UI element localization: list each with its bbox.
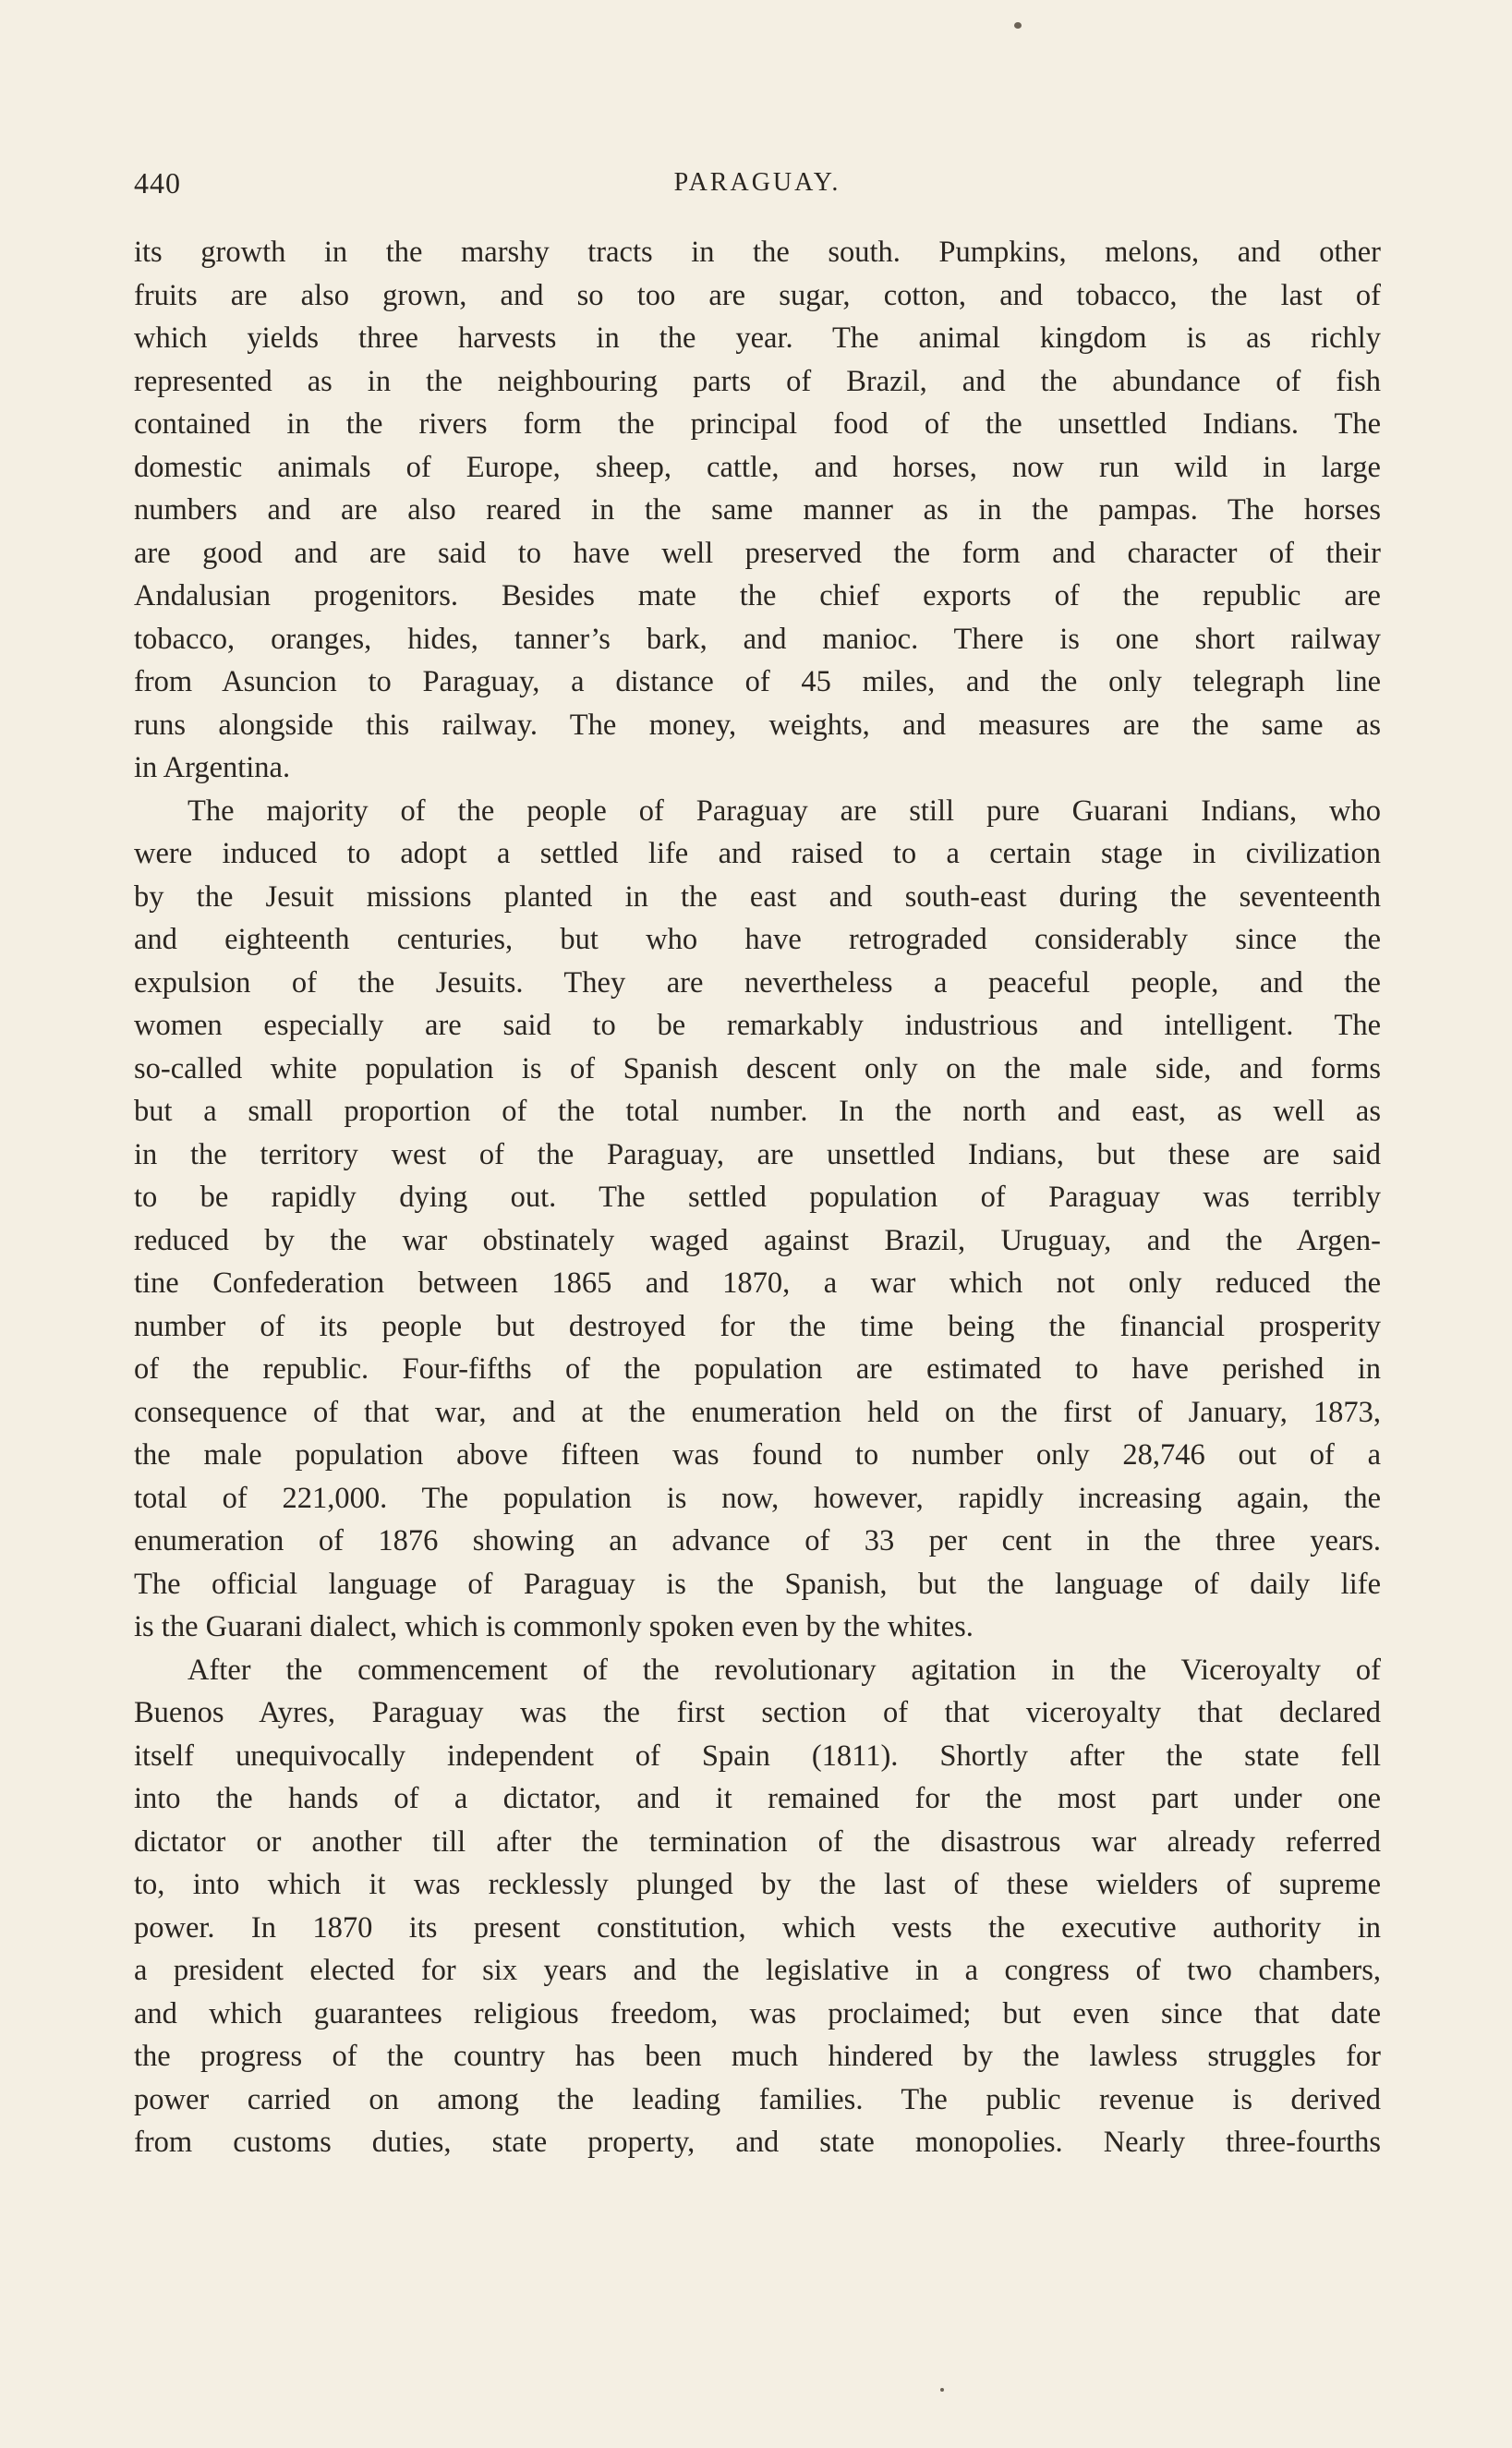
text-line: women especially are said to be remarkably industrious and intelligent. The [134,1009,1381,1042]
text-line: into the hands of a dictator, and it remained for the most part under one [134,1782,1381,1815]
text-line: The majority of the people of Paraguay are still pure Guarani Indians, who [187,794,1381,828]
text-line: are good and are said to have well preserved the form and character of their [134,536,1381,570]
text-line: power carried on among the leading families. The public revenue is derived [134,2082,1381,2116]
text-line: represented as in the neighbouring parts of Brazil, and the abundance of fish [134,364,1381,398]
text-line: fruits are also grown, and so too are sugar, cotton, and tobacco, the last of [134,278,1381,312]
text-line: Buenos Ayres, Paraguay was the first section of that viceroyalty that declared [134,1696,1381,1729]
text-line: total of 221,000. The population is now, however, rapidly increasing again, the [134,1481,1381,1515]
text-line: a president elected for six years and the legislative in a congress of two chambers, [134,1954,1381,1987]
text-line: from customs duties, state property, and state monopolies. Nearly three-fourths [134,2126,1381,2159]
paragraph [134,231,1381,790]
print-speck [1014,22,1022,29]
text-line: expulsion of the Jesuits. They are nevertheless a peaceful people, and the [134,965,1381,1000]
text-line: enumeration of 1876 showing an advance of 33 per cent in the three years. [134,1524,1381,1557]
text-line: which yields three harvests in the year. The animal kingdom is as richly [134,321,1381,355]
text-line: and which guarantees religious freedom, was proclaimed; but even since that date [134,1996,1381,2030]
text-line: from Asuncion to Paraguay, a distance of 45 miles, and the only telegraph line [134,665,1381,698]
text-line: tine Confederation between 1865 and 1870, a war which not only reduced the [134,1266,1381,1300]
paragraph [134,1649,1381,2164]
text-line: tobacco, oranges, hides, tanner’s bark, and manioc. There is one short railway [134,622,1381,656]
text-line: is the Guarani dialect, which is commonly spoken even by the whites. [134,1610,974,1643]
text-line: power. In 1870 its present constitution, which vests the executive authority in [134,1910,1381,1945]
text-line: so-called white population is of Spanish descent only on the male side, and forms [134,1051,1381,1085]
text-line: consequence of that war, and at the enumeration held on the first of January, 1873, [134,1395,1381,1429]
text-line: the male population above fifteen was found to number only 28,746 out of a [134,1438,1381,1472]
paragraph [134,790,1381,1649]
text-line: the progress of the country has been much hindered by the lawless struggles for [134,2040,1381,2073]
text-line: and eighteenth centuries, but who have retrograded considerably since the [134,923,1381,956]
page-number: 440 [134,166,181,200]
text-line: to be rapidly dying out. The settled population of Paraguay was terribly [134,1181,1381,1214]
text-line: The official language of Paraguay is the Spanish, but the language of daily life [134,1567,1381,1601]
text-line: dictator or another till after the termination of the disastrous war already referred [134,1824,1381,1859]
text-line: in Argentina. [134,751,291,784]
text-line: runs alongside this railway. The money, weights, and measures are the same as [134,708,1381,742]
text-line: domestic animals of Europe, sheep, cattle, and horses, now run wild in large [134,450,1381,484]
body-text [134,231,1381,2164]
text-line: number of its people but destroyed for the time being the financial prosperity [134,1309,1381,1343]
text-line: by the Jesuit missions planted in the east and south-east during the seventeenth [134,879,1381,914]
text-line: of the republic. Four-fifths of the population are estimated to have perished in [134,1352,1381,1386]
print-speck [940,2388,944,2392]
text-line: reduced by the war obstinately waged against Brazil, Uruguay, and the Argen- [134,1223,1381,1257]
running-head: PARAGUAY. [673,168,841,197]
text-line: Andalusian progenitors. Besides mate the chief exports of the republic are [134,579,1381,612]
text-line: contained in the rivers form the principal food of the unsettled Indians. The [134,407,1381,441]
text-line: in the territory west of the Paraguay, are unsettled Indians, but these are said [134,1137,1381,1171]
text-line: were induced to adopt a settled life and raised to a certain stage in civilization [134,837,1381,870]
text-line: its growth in the marshy tracts in the south. Pumpkins, melons, and other [134,236,1381,269]
page-header [134,166,1381,212]
text-line: After the commencement of the revolutionary agitation in the Viceroyalty of [187,1653,1381,1687]
text-line: but a small proportion of the total number. In the north and east, as well as [134,1095,1381,1128]
text-line: to, into which it was recklessly plunged by the last of these wielders of supreme [134,1868,1381,1901]
text-line: numbers and are also reared in the same manner as in the pampas. The horses [134,493,1381,527]
text-line: itself unequivocally independent of Spain (1811). Shortly after the state fell [134,1739,1381,1773]
